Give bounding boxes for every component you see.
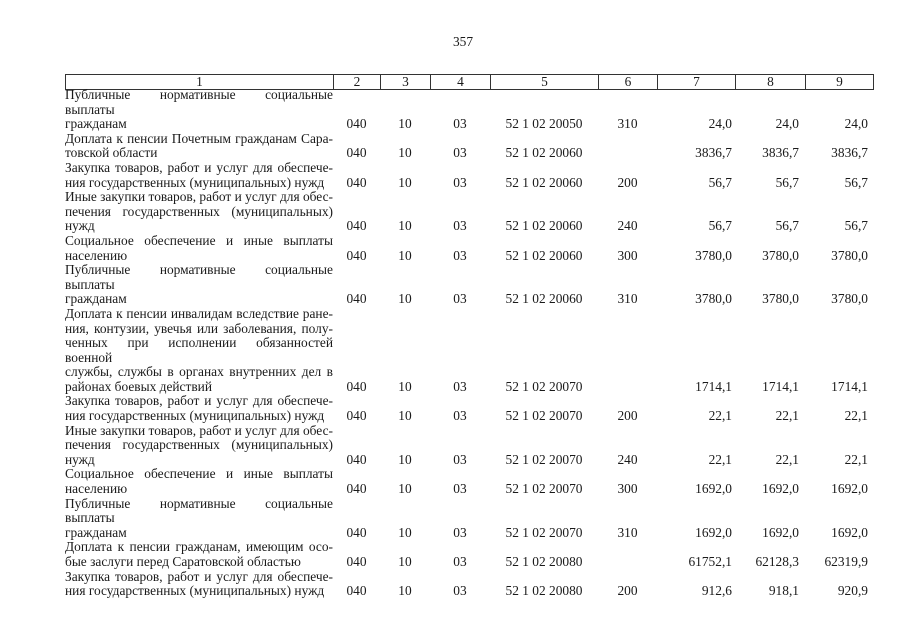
description-line: Публичные нормативные социальные выплаты bbox=[65, 262, 333, 292]
cell-col-5: 52 1 02 20080 bbox=[505, 554, 583, 569]
description-line: Закупка товаров, работ и услуг для обеспече- bbox=[65, 393, 333, 409]
cell-col-6: 310 bbox=[617, 291, 638, 307]
cell-col-8: 56,7 bbox=[775, 218, 799, 234]
cell-col-4: 03 bbox=[453, 481, 467, 497]
cell-col-2: 040 bbox=[346, 378, 367, 394]
cell-col-8: 918,1 bbox=[768, 583, 799, 599]
description-line: ния, контузии, увечья или заболевания, полу- bbox=[65, 320, 333, 336]
cell-col-4: 03 bbox=[453, 408, 467, 424]
cell-col-5: 52 1 02 20060 bbox=[505, 247, 583, 263]
description-line: Доплата к пенсии Почетным гражданам Сара- bbox=[65, 130, 333, 146]
page-number: 357 bbox=[452, 34, 474, 49]
description-line: Закупка товаров, работ и услуг для обеспече- bbox=[65, 568, 333, 584]
table-row bbox=[65, 540, 872, 569]
cell-col-5: 52 1 02 20070 bbox=[505, 378, 583, 394]
cell-col-8: 3780,0 bbox=[762, 291, 799, 307]
cell-col-6: 300 bbox=[617, 481, 638, 497]
row-description bbox=[65, 467, 333, 496]
cell-col-9: 3836,7 bbox=[831, 145, 868, 161]
row-description bbox=[65, 263, 333, 307]
row-description bbox=[65, 161, 333, 190]
cell-col-9: 24,0 bbox=[844, 116, 868, 132]
cell-col-9: 1692,0 bbox=[831, 524, 868, 540]
description-line: Иные закупки товаров, работ и услуг для обес- bbox=[65, 189, 333, 205]
cell-col-5: 52 1 02 20070 bbox=[505, 408, 583, 424]
cell-col-7: 24,0 bbox=[708, 116, 732, 132]
cell-col-3: 10 bbox=[398, 378, 412, 394]
cell-col-9: 3780,0 bbox=[831, 247, 868, 263]
cell-col-2: 040 bbox=[346, 408, 367, 424]
cell-col-2: 040 bbox=[346, 218, 367, 234]
row-description bbox=[65, 132, 333, 161]
cell-col-5: 52 1 02 20050 bbox=[505, 116, 583, 132]
description-line: районах боевых действий bbox=[65, 378, 213, 394]
row-description bbox=[65, 307, 333, 395]
cell-col-6: 200 bbox=[617, 583, 638, 599]
cell-col-2: 040 bbox=[346, 451, 367, 467]
description-line: ченных при исполнении обязанностей военной bbox=[65, 335, 333, 365]
description-line: нужд bbox=[65, 451, 95, 467]
cell-col-4: 03 bbox=[453, 247, 467, 263]
row-description bbox=[65, 394, 333, 423]
cell-col-7: 3780,0 bbox=[695, 247, 732, 263]
cell-col-2: 040 bbox=[346, 481, 367, 497]
description-line: нужд bbox=[65, 218, 95, 234]
cell-col-4: 03 bbox=[453, 218, 467, 234]
cell-col-6: 240 bbox=[617, 218, 638, 234]
cell-col-4: 03 bbox=[453, 174, 467, 190]
cell-col-3: 10 bbox=[398, 174, 412, 190]
description-line: службы, службы в органах внутренних дел в bbox=[65, 364, 333, 380]
cell-col-6: 310 bbox=[617, 116, 638, 132]
column-header: 7 bbox=[658, 75, 736, 89]
cell-col-7: 3836,7 bbox=[695, 145, 732, 161]
description-line: ния государственных (муниципальных) нужд bbox=[65, 174, 325, 190]
row-description bbox=[65, 540, 333, 569]
cell-col-2: 040 bbox=[346, 583, 367, 599]
cell-col-5: 52 1 02 20060 bbox=[505, 174, 583, 190]
cell-col-4: 03 bbox=[453, 524, 467, 540]
description-line: печения государственных (муниципальных) bbox=[65, 437, 333, 453]
cell-col-3: 10 bbox=[398, 481, 412, 497]
cell-col-9: 22,1 bbox=[844, 408, 868, 424]
row-description bbox=[65, 424, 333, 468]
description-line: бые заслуги перед Саратовской областью bbox=[65, 554, 301, 569]
table-row bbox=[65, 467, 872, 496]
row-description bbox=[65, 234, 333, 263]
cell-col-3: 10 bbox=[398, 451, 412, 467]
table-row bbox=[65, 263, 872, 307]
cell-col-8: 3780,0 bbox=[762, 247, 799, 263]
cell-col-9: 3780,0 bbox=[831, 291, 868, 307]
cell-col-6: 200 bbox=[617, 408, 638, 424]
table-row bbox=[65, 234, 872, 263]
column-header: 5 bbox=[491, 75, 599, 89]
cell-col-7: 56,7 bbox=[708, 174, 732, 190]
cell-col-8: 24,0 bbox=[775, 116, 799, 132]
cell-col-4: 03 bbox=[453, 554, 467, 569]
cell-col-8: 22,1 bbox=[775, 451, 799, 467]
cell-col-7: 22,1 bbox=[708, 408, 732, 424]
cell-col-6: 240 bbox=[617, 451, 638, 467]
row-description bbox=[65, 497, 333, 541]
cell-col-3: 10 bbox=[398, 218, 412, 234]
cell-col-8: 3836,7 bbox=[762, 145, 799, 161]
cell-col-7: 1714,1 bbox=[695, 378, 732, 394]
cell-col-9: 56,7 bbox=[844, 174, 868, 190]
cell-col-9: 1692,0 bbox=[831, 481, 868, 497]
cell-col-8: 62128,3 bbox=[755, 554, 799, 569]
description-line: Публичные нормативные социальные выплаты bbox=[65, 495, 333, 526]
cell-col-8: 1714,1 bbox=[762, 378, 799, 394]
column-header: 1 bbox=[66, 75, 334, 89]
description-line: Закупка товаров, работ и услуг для обеспече- bbox=[65, 159, 333, 175]
cell-col-8: 22,1 bbox=[775, 408, 799, 424]
cell-col-5: 52 1 02 20070 bbox=[505, 481, 583, 497]
table-row bbox=[65, 161, 872, 190]
row-description bbox=[65, 570, 333, 599]
cell-col-9: 1714,1 bbox=[831, 378, 868, 394]
description-line: гражданам bbox=[65, 524, 127, 540]
description-line: Доплата к пенсии инвалидам вследствие ране- bbox=[65, 305, 333, 321]
cell-col-4: 03 bbox=[453, 378, 467, 394]
cell-col-3: 10 bbox=[398, 291, 412, 307]
description-line: Иные закупки товаров, работ и услуг для обес- bbox=[65, 422, 333, 438]
cell-col-4: 03 bbox=[453, 583, 467, 599]
cell-col-3: 10 bbox=[398, 583, 412, 599]
cell-col-3: 10 bbox=[398, 116, 412, 132]
description-line: Публичные нормативные социальные выплаты bbox=[65, 87, 333, 117]
description-line: Социальное обеспечение и иные выплаты bbox=[65, 466, 333, 482]
table-row bbox=[65, 307, 872, 395]
cell-col-2: 040 bbox=[346, 174, 367, 190]
cell-col-7: 56,7 bbox=[708, 218, 732, 234]
cell-col-2: 040 bbox=[346, 291, 367, 307]
cell-col-5: 52 1 02 20080 bbox=[505, 583, 583, 599]
cell-col-2: 040 bbox=[346, 554, 367, 569]
table-row bbox=[65, 88, 872, 132]
description-line: гражданам bbox=[65, 116, 127, 132]
cell-col-4: 03 bbox=[453, 291, 467, 307]
description-line: товской области bbox=[65, 145, 158, 161]
description-line: Социальное обеспечение и иные выплаты bbox=[65, 232, 333, 248]
cell-col-2: 040 bbox=[346, 524, 367, 540]
cell-col-7: 61752,1 bbox=[688, 554, 732, 569]
table-row bbox=[65, 394, 872, 423]
cell-col-6: 300 bbox=[617, 247, 638, 263]
row-description bbox=[65, 190, 333, 234]
cell-col-6: 200 bbox=[617, 174, 638, 190]
cell-col-7: 1692,0 bbox=[695, 481, 732, 497]
cell-col-5: 52 1 02 20060 bbox=[505, 291, 583, 307]
description-line: населению bbox=[65, 247, 128, 263]
cell-col-3: 10 bbox=[398, 554, 412, 569]
cell-col-4: 03 bbox=[453, 145, 467, 161]
cell-col-5: 52 1 02 20070 bbox=[505, 524, 583, 540]
cell-col-9: 22,1 bbox=[844, 451, 868, 467]
column-header: 4 bbox=[431, 75, 491, 89]
description-line: ния государственных (муниципальных) нужд bbox=[65, 583, 325, 599]
column-header: 9 bbox=[806, 75, 874, 89]
table-body bbox=[65, 88, 872, 599]
cell-col-7: 3780,0 bbox=[695, 291, 732, 307]
cell-col-7: 1692,0 bbox=[695, 524, 732, 540]
cell-col-8: 1692,0 bbox=[762, 481, 799, 497]
cell-col-5: 52 1 02 20060 bbox=[505, 218, 583, 234]
cell-col-2: 040 bbox=[346, 116, 367, 132]
cell-col-9: 920,9 bbox=[837, 583, 868, 599]
table-row bbox=[65, 570, 872, 599]
cell-col-3: 10 bbox=[398, 247, 412, 263]
table-row bbox=[65, 190, 872, 234]
cell-col-3: 10 bbox=[398, 145, 412, 161]
row-description bbox=[65, 88, 333, 132]
cell-col-9: 62319,9 bbox=[824, 554, 868, 569]
cell-col-7: 912,6 bbox=[701, 583, 732, 599]
table-row bbox=[65, 424, 872, 468]
cell-col-3: 10 bbox=[398, 524, 412, 540]
cell-col-6: 310 bbox=[617, 524, 638, 540]
cell-col-5: 52 1 02 20070 bbox=[505, 451, 583, 467]
cell-col-5: 52 1 02 20060 bbox=[505, 145, 583, 161]
cell-col-2: 040 bbox=[346, 145, 367, 161]
column-header: 8 bbox=[736, 75, 806, 89]
cell-col-3: 10 bbox=[398, 408, 412, 424]
column-header: 3 bbox=[381, 75, 431, 89]
cell-col-8: 56,7 bbox=[775, 174, 799, 190]
cell-col-4: 03 bbox=[453, 116, 467, 132]
description-line: печения государственных (муниципальных) bbox=[65, 203, 333, 219]
column-header: 2 bbox=[334, 75, 381, 89]
cell-col-9: 56,7 bbox=[844, 218, 868, 234]
description-line: ния государственных (муниципальных) нужд bbox=[65, 408, 325, 424]
description-line: гражданам bbox=[65, 291, 127, 307]
cell-col-8: 1692,0 bbox=[762, 524, 799, 540]
table-row bbox=[65, 497, 872, 541]
description-line: Доплата к пенсии гражданам, имеющим осо- bbox=[65, 539, 333, 555]
description-line: населению bbox=[65, 481, 128, 497]
column-header: 6 bbox=[599, 75, 658, 89]
table-row bbox=[65, 132, 872, 161]
cell-col-4: 03 bbox=[453, 451, 467, 467]
cell-col-7: 22,1 bbox=[708, 451, 732, 467]
cell-col-2: 040 bbox=[346, 247, 367, 263]
